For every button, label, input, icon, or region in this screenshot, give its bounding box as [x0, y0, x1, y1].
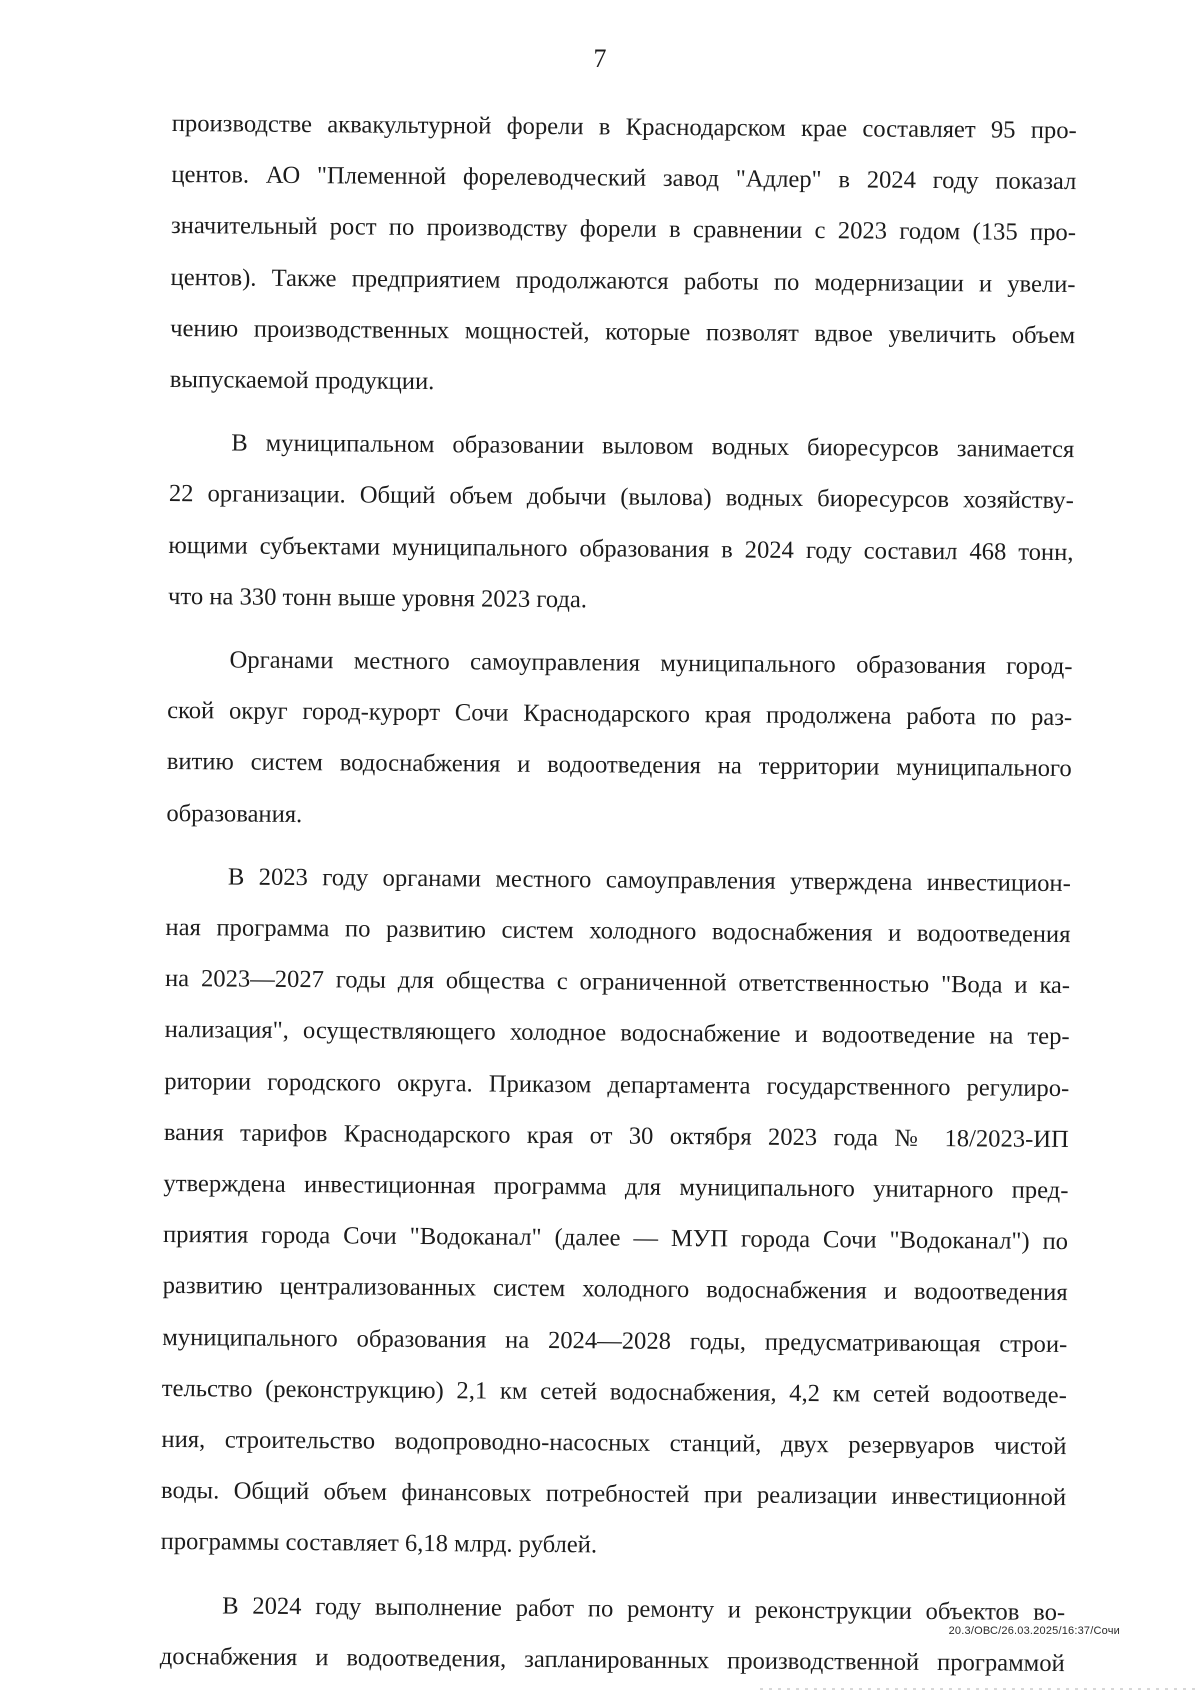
text-line: производстве аквакультурной форели в Краснодарском крае составляет 95 про-: [171, 109, 1077, 145]
text-line: чению производственных мощностей, которые позволят вдвое увеличить объем: [170, 314, 1076, 349]
document-body: [159, 98, 1077, 1701]
text-line: образования.: [166, 799, 303, 828]
text-line: что на 330 тонн выше уровня 2023 года.: [167, 582, 588, 614]
text-line: ния, строительство водопроводно-насосных станций, двух резервуаров чистой: [161, 1426, 1067, 1461]
page-number: 7: [593, 44, 607, 73]
text-line: выпускаемой продукции.: [169, 366, 435, 396]
document-footer-code: 20.3/ОВС/26.03.2025/16:37/Сочи: [948, 1625, 1120, 1637]
text-line: центов. АО "Племенной форелеводческий завод "Адлер" в 2024 году показал: [171, 161, 1077, 196]
text-line: 22 организации. Общий объем добычи (вылова) водных биоресурсов хозяйству-: [168, 480, 1074, 515]
text-line: центов). Также предприятием продолжаются работы по модернизации и увели-: [170, 263, 1076, 298]
text-line: ской округ город-курорт Сочи Краснодарского края продолжена работа по раз-: [167, 697, 1073, 732]
text-line: муниципального образования на 2024—2028 годы, предусматривающая строи-: [162, 1323, 1068, 1358]
text-line: значительный рост по производству форели в сравнении с 2023 годом (135 про-: [170, 212, 1077, 247]
text-line: В муниципальном образовании выловом водных биоресурсов занимается: [231, 429, 1075, 464]
text-line: на 2023—2027 годы для общества с ограниченной ответственностью "Вода и ка-: [164, 965, 1071, 1000]
text-line: развитию централизованных систем холодного водоснабжения и водоотведения: [162, 1272, 1068, 1307]
paragraph-investment-program: [160, 851, 1071, 1575]
text-line: программы составляет 6,18 млрд. рублей.: [160, 1528, 598, 1559]
text-line: ритории городского округа. Приказом департамента государственного регулиро-: [164, 1067, 1070, 1102]
text-line: ная программа по развитию систем холодного водоснабжения и водоотведения: [165, 914, 1071, 949]
paragraph-water-systems: [166, 634, 1073, 846]
text-line: витию систем водоснабжения и водоотведения на территории муниципального: [166, 748, 1072, 783]
text-line: доснабжения и водоотведения, запланированных производственной программой: [159, 1642, 1065, 1677]
text-line: утверждена инвестиционная программа для муниципального унитарного пред-: [163, 1170, 1069, 1205]
paragraph-repair-works: [160, 1580, 1066, 1690]
text-line: вания тарифов Краснодарского края от 30 октября 2023 года № 18/2023-ИП: [163, 1118, 1069, 1153]
text-line: В 2024 году выполнение работ по ремонту и реконструкции объектов во-: [222, 1592, 1066, 1626]
paragraph-trout-production: [170, 98, 1077, 412]
text-line: тельство (реконструкцию) 2,1 км сетей водоснабжения, 4,2 км сетей водоотведе-: [161, 1374, 1067, 1409]
text-line: ющими субъектами муниципального образования в 2024 году составил 468 тонн,: [168, 531, 1074, 566]
scan-edge-artifact: [760, 1688, 1200, 1690]
paragraph-fishing: [168, 417, 1075, 629]
text-line: В 2023 году органами местного самоуправления утверждена инвестицион-: [227, 863, 1071, 897]
text-line: воды. Общий объем финансовых потребностей при реализации инвестиционной: [160, 1477, 1067, 1512]
text-line: Органами местного самоуправления муниципального образования город-: [229, 646, 1073, 681]
text-line: приятия города Сочи "Водоканал" (далее — МУП города Сочи "Водоканал") по: [162, 1221, 1069, 1256]
text-line: нализация", осуществляющего холодное водоснабжение и водоотведение на тер-: [164, 1016, 1070, 1051]
